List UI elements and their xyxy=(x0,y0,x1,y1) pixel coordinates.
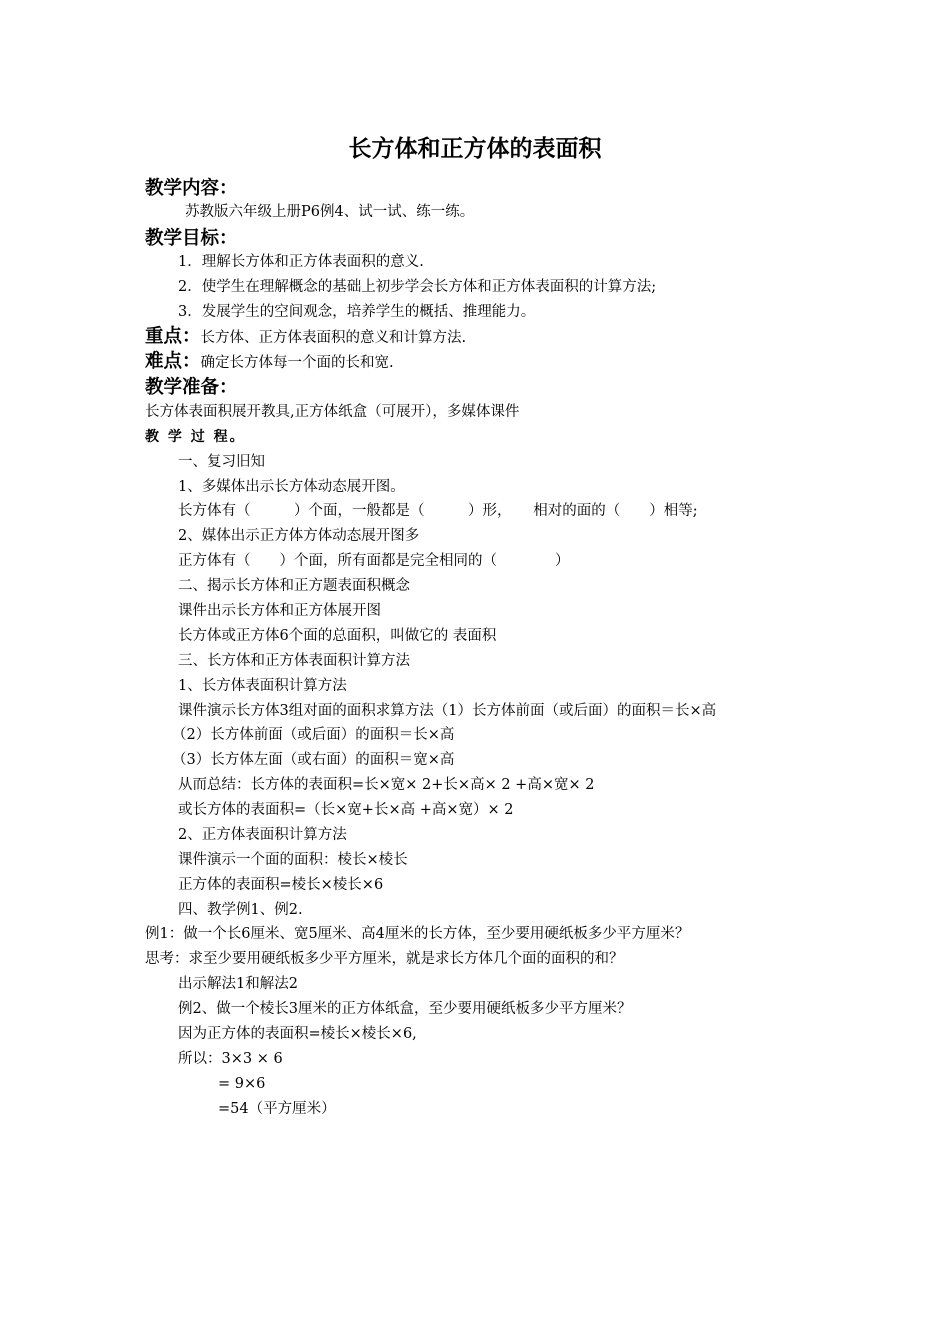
goals-heading: 教学目标： xyxy=(145,228,238,249)
process-line: 课件演示一个面的面积：棱长×棱长 xyxy=(178,852,408,868)
process-line: 从而总结：长方体的表面积=长×宽× 2+长×高× 2 +高×宽× 2 xyxy=(178,777,595,793)
solution-line: 所以：3×3 × 6 xyxy=(178,1051,283,1067)
calc-line: =54（平方厘米） xyxy=(218,1101,336,1117)
solution-line: 因为正方体的表面积=棱长×棱长×6, xyxy=(178,1026,417,1042)
process-line: 2、正方体表面积计算方法 xyxy=(178,827,347,843)
document-title: 长方体和正方体的表面积 xyxy=(348,136,602,162)
prep-heading: 教学准备： xyxy=(145,377,238,398)
difficulty-label: 难点： xyxy=(145,351,201,372)
process-line: 三、长方体和正方体表面积计算方法 xyxy=(178,653,410,669)
process-line: 一、复习旧知 xyxy=(178,454,265,470)
process-line: （3）长方体左面（或右面）的面积＝宽×高 xyxy=(172,752,455,768)
process-heading: 教 学 过 程。 xyxy=(145,429,246,445)
process-line: 1、多媒体出示长方体动态展开图。 xyxy=(178,479,405,495)
goal-item-3: 3．发展学生的空间观念，培养学生的概括、推理能力。 xyxy=(178,304,536,320)
process-line: 四、教学例1、例2. xyxy=(178,902,303,918)
process-line: 课件出示长方体和正方体展开图 xyxy=(178,603,381,619)
content-heading: 教学内容： xyxy=(145,178,238,199)
content-text: 苏教版六年级上册P6例4、试一试、练一练。 xyxy=(185,204,475,220)
process-line: 二、揭示长方体和正方题表面积概念 xyxy=(178,578,410,594)
process-line: 或长方体的表面积=（长×宽+长×高 +高×宽）× 2 xyxy=(178,802,514,818)
process-line: 2、媒体出示正方体方体动态展开图多 xyxy=(178,528,420,544)
difficulty-point xyxy=(145,351,394,374)
calc-line: = 9×6 xyxy=(218,1076,266,1092)
process-line: 课件演示长方体3组对面的面积求算方法（1）长方体前面（或后面）的面积＝长×高 xyxy=(178,703,717,719)
key-label: 重点： xyxy=(145,326,201,347)
goal-item-2: 2．使学生在理解概念的基础上初步学会长方体和正方体表面积的计算方法; xyxy=(178,279,657,295)
thinking-text: 思考：求至少要用硬纸板多少平方厘米，就是求长方体几个面的面积的和？ xyxy=(145,951,624,967)
example-1: 例1：做一个长6厘米、宽5厘米、高4厘米的长方体，至少要用硬纸板多少平方厘米？ xyxy=(145,926,690,942)
key-text: 长方体、正方体表面积的意义和计算方法. xyxy=(200,330,467,346)
process-line: 长方体有（ ）个面，一般都是（ ）形， 相对的面的（ ）相等; xyxy=(178,503,698,519)
solution-line: 出示解法1和解法2 xyxy=(178,976,298,992)
process-line: 正方体有（ ）个面，所有面都是完全相同的（ ） xyxy=(178,553,570,569)
difficulty-text: 确定长方体每一个面的长和宽. xyxy=(200,355,394,371)
prep-text: 长方体表面积展开教具,正方体纸盒（可展开），多媒体课件 xyxy=(145,404,520,420)
goal-item-1: 1．理解长方体和正方体表面积的意义. xyxy=(178,254,424,270)
process-line: （2）长方体前面（或后面）的面积＝长×高 xyxy=(172,727,455,743)
solution-line: 例2、做一个棱长3厘米的正方体纸盒，至少要用硬纸板多少平方厘米？ xyxy=(178,1001,632,1017)
process-line: 正方体的表面积=棱长×棱长×6 xyxy=(178,877,384,893)
process-line: 长方体或正方体6个面的总面积，叫做它的 表面积 xyxy=(178,628,497,644)
process-line: 1、长方体表面积计算方法 xyxy=(178,678,347,694)
key-point xyxy=(145,326,466,349)
